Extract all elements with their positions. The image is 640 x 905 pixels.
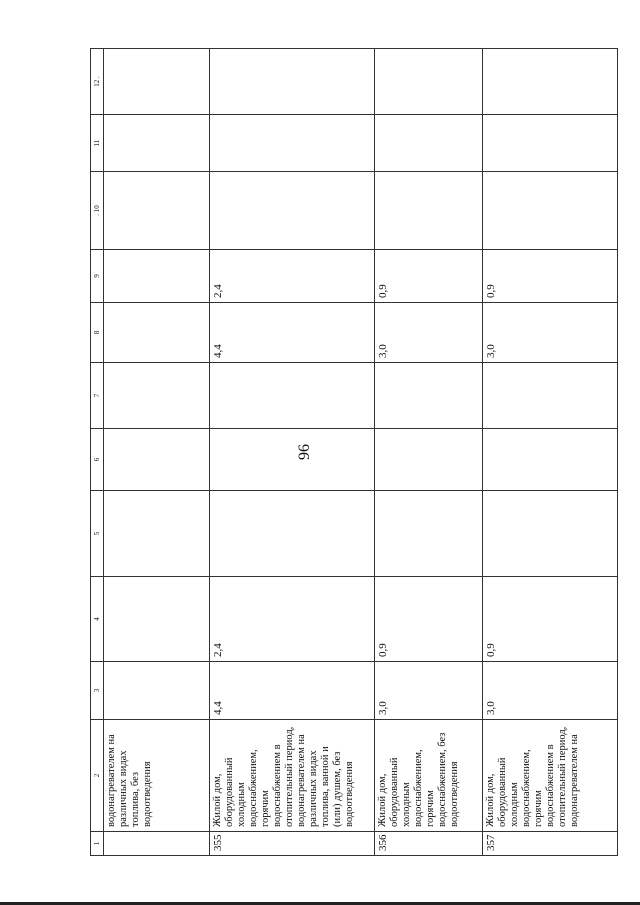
column-header: 1: [91, 832, 104, 856]
cell-value: 4,4: [210, 662, 375, 720]
column-header: 9: [91, 250, 104, 303]
row-description: водонагревателем на различных видах топлива, без водоотведения: [104, 720, 210, 832]
column-header: 4: [91, 577, 104, 662]
cell-value: [104, 250, 210, 303]
cell-value: [104, 429, 210, 491]
header-row: [91, 49, 104, 856]
column-header: . 10: [91, 172, 104, 250]
cell-value: 4,4: [210, 303, 375, 363]
cell-value: [104, 303, 210, 363]
cell-value: [104, 577, 210, 662]
cell-value: [210, 172, 375, 250]
cell-value: [374, 172, 482, 250]
cell-value: [374, 115, 482, 172]
row-number: 355: [210, 832, 375, 856]
cell-value: 0,9: [374, 577, 482, 662]
norms-table: [90, 48, 618, 856]
cell-value: 0,9: [482, 577, 617, 662]
cell-value: [374, 363, 482, 429]
cell-value: 3,0: [482, 662, 617, 720]
column-header: 12 .: [91, 49, 104, 115]
cell-value: 3,0: [482, 303, 617, 363]
row-number: [104, 832, 210, 856]
row-description: Жилой дом, оборудованный холодным водоснабжением, горячим водоснабжением, без водоотведения: [374, 720, 482, 832]
cell-value: 3,0: [374, 662, 482, 720]
cell-value: [104, 363, 210, 429]
column-header: 5: [91, 491, 104, 577]
cell-value: [210, 49, 375, 115]
cell-value: 3,0: [374, 303, 482, 363]
cell-value: [482, 115, 617, 172]
cell-value: [482, 172, 617, 250]
column-header: 7: [91, 363, 104, 429]
cell-value: [482, 49, 617, 115]
cell-value: 2,4: [210, 577, 375, 662]
cell-value: [210, 115, 375, 172]
cell-value: 0,9: [482, 250, 617, 303]
table-row: [104, 49, 210, 856]
cell-value: [104, 662, 210, 720]
cell-value: [374, 49, 482, 115]
cell-value: [374, 491, 482, 577]
cell-value: [210, 429, 375, 491]
column-header: 3: [91, 662, 104, 720]
column-header: 8: [91, 303, 104, 363]
page-number: 96: [296, 444, 313, 460]
cell-value: 2,4: [210, 250, 375, 303]
cell-value: [482, 491, 617, 577]
row-description: Жилой дом, оборудованный холодным водоснабжением, горячим водоснабжением в отопительный период, водонагревателем на различных видах топлива, ванной и (или) душем, без водоотведения: [210, 720, 375, 832]
table-row: [482, 49, 617, 856]
cell-value: 0,9: [374, 250, 482, 303]
column-header: 2: [91, 720, 104, 832]
cell-value: [104, 491, 210, 577]
cell-value: [104, 172, 210, 250]
cell-value: [104, 49, 210, 115]
cell-value: [482, 429, 617, 491]
table-row: [374, 49, 482, 856]
table-row: [210, 49, 375, 856]
cell-value: [210, 491, 375, 577]
row-description: Жилой дом, оборудованный холодным водоснабжением, горячим водоснабжением в отопительный период, водонагревателем на: [482, 720, 617, 832]
rotated-table-container: [90, 49, 618, 856]
column-header: 6: [91, 429, 104, 491]
cell-value: [104, 115, 210, 172]
row-number: 357: [482, 832, 617, 856]
cell-value: [210, 363, 375, 429]
column-header: 11: [91, 115, 104, 172]
cell-value: [374, 429, 482, 491]
cell-value: [482, 363, 617, 429]
row-number: 356: [374, 832, 482, 856]
